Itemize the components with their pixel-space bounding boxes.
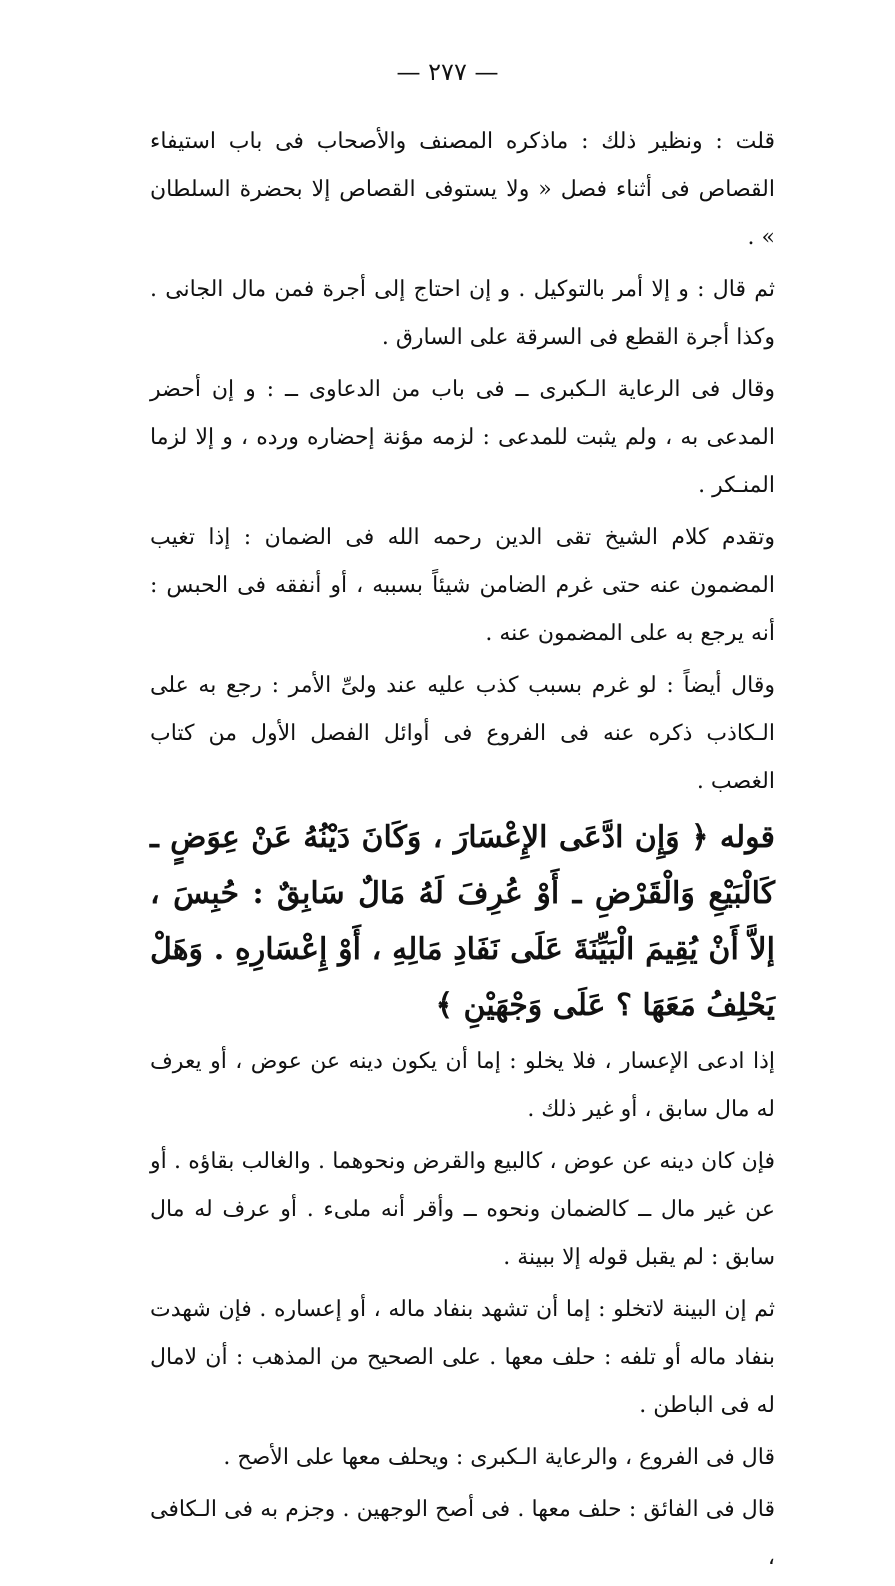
paragraph-3: وقال فى الرعاية الـكبرى ــ فى باب من الدعاوى ــ : و إن أحضر المدعى به ، ولم يثبت للمدعى : لزمه مؤنة إحضاره ورده ، و إلا لزما المنـكر .: [150, 377, 775, 498]
paragraph-5: وقال أيضاً : لو غرم بسبب كذب عليه عند ولىِّ الأمر : رجع به على الـكاذب ذكره عنه فى الفروع فى أوائل الفصل الأول من كتاب الغصب .: [150, 673, 775, 794]
page-number: — ٢٧٧ —: [396, 58, 499, 86]
paragraph-11: قال فى الفائق : حلف معها . فى أصح الوجهين . وجزم به فى الـكافى ،: [150, 1497, 775, 1570]
quoted-matn-paragraph: قوله ﴿ وَإِن ادَّعَى الإِعْسَارَ ، وَكَانَ دَيْنُهُ عَنْ عِوَضٍ ـ كَالْبَيْعِ وَالْقَرْضِ ـ أَوْ عُرِفَ لَهُ مَالٌ سَابِقٌ : حُبِسَ ، إلاَّ أَنْ يُقِيمَ الْبَيِّنَةَ عَلَى نَفَادِ مَالِهِ ، أَوْ إِعْسَارِهِ . وَهَلْ يَحْلِفُ مَعَهَا ؟ عَلَى وَجْهَيْنِ ﴾: [150, 820, 775, 1023]
paragraph-9: ثم إن البينة لاتخلو : إما أن تشهد بنفاد ماله ، أو إعساره . فإن شهدت بنفاد ماله أو تلفه : حلف معها . على الصحيح من المذهب : أن لامال له فى الباطن .: [150, 1297, 775, 1418]
paragraph-10: قال فى الفروع ، والرعاية الـكبرى : ويحلف معها على الأصح .: [223, 1445, 775, 1470]
paragraph-4: وتقدم كلام الشيخ تقى الدين رحمه الله فى الضمان : إذا تغيب المضمون عنه حتى غرم الضامن شيئاً بسببه ، أو أنفقه فى الحبس : أنه يرجع به على المضمون عنه .: [150, 525, 775, 646]
paragraph-7: إذا ادعى الإعسار ، فلا يخلو : إما أن يكون دينه عن عوض ، أو يعرف له مال سابق ، أو غير ذلك .: [150, 1049, 775, 1122]
paragraph-2: ثم قال : و إلا أمر بالتوكيل . و إن احتاج إلى أجرة فمن مال الجانى . وكذا أجرة القطع فى السرقة على السارق .: [150, 277, 775, 350]
page-body: [150, 118, 775, 1586]
paragraph-8: فإن كان دينه عن عوض ، كالبيع والقرض ونحوهما . والغالب بقاؤه . أو عن غير مال ــ كالضمان ونحوه ــ وأقر أنه ملىء . أو عرف له مال سابق : لم يقبل قوله إلا ببينة .: [150, 1149, 775, 1270]
paragraph-1: قلت : ونظير ذلك : ماذكره المصنف والأصحاب فى باب استيفاء القصاص فى أثناء فصل « ولا يستوفى القصاص إلا بحضرة السلطان » .: [150, 129, 775, 250]
